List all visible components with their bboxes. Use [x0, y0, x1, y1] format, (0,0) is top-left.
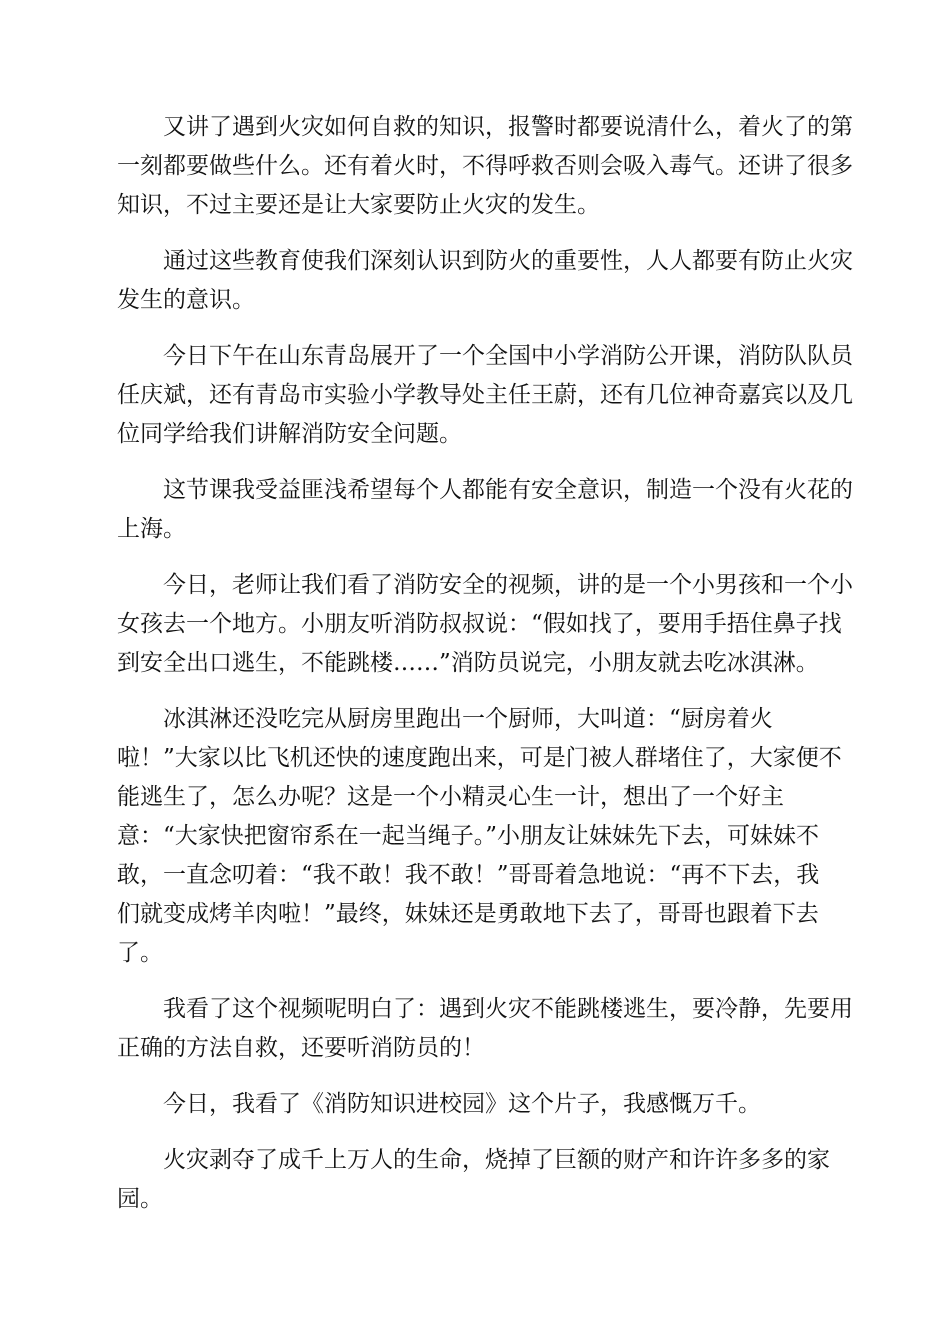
paragraph-7 — [117, 990, 853, 1068]
text-line: 们就变成烤羊肉啦！”最终，妹妹还是勇敢地下去了，哥哥也跟着下去 — [117, 901, 819, 927]
paragraph-2 — [117, 242, 853, 320]
text-line: 冰淇淋还没吃完从厨房里跑出一个厨师，大叫道：“厨房着火 — [163, 706, 773, 732]
document-body — [117, 108, 853, 1236]
text-line: 今日下午在山东青岛展开了一个全国中小学消防公开课，消防队队员 — [163, 343, 853, 369]
text-line: 正确的方法自救，还要听消防员的！ — [117, 1035, 485, 1061]
text-line: 能逃生了，怎么办呢？这是一个小精灵心生一计，想出了一个好主 — [117, 784, 784, 810]
text-line: 啦！”大家以比飞机还快的速度跑出来，可是门被人群堵住了，大家便不 — [117, 745, 842, 771]
text-line: 知识，不过主要还是让大家要防止火灾的发生。 — [117, 192, 600, 218]
text-line: 女孩去一个地方。小朋友听消防叔叔说：“假如找了，要用手捂住鼻子找 — [117, 611, 842, 637]
paragraph-1 — [117, 108, 853, 225]
text-line: 通过这些教育使我们深刻认识到防火的重要性，人人都要有防止火灾 — [163, 248, 853, 274]
text-line: 到安全出口逃生，不能跳楼……”消防员说完，小朋友就去吃冰淇淋。 — [117, 650, 819, 676]
text-line: 上海。 — [117, 516, 186, 542]
paragraph-8 — [117, 1085, 833, 1124]
text-line: 意：“大家快把窗帘系在一起当绳子。”小朋友让妹妹先下去，可妹妹不 — [117, 823, 820, 849]
text-line: 园。 — [117, 1186, 163, 1212]
text-line: 敢，一直念叨着：“我不敢！我不敢！”哥哥着急地说：“再不下去，我 — [117, 862, 820, 888]
paragraph-6 — [117, 700, 842, 973]
paragraph-3 — [117, 337, 853, 454]
text-line: 我看了这个视频呢明白了：遇到火灾不能跳楼逃生，要冷静，先要用 — [163, 996, 853, 1022]
text-line: 这节课我受益匪浅希望每个人都能有安全意识，制造一个没有火花的 — [163, 477, 853, 503]
paragraph-5 — [117, 566, 853, 683]
text-line: 一刻都要做些什么。还有着火时，不得呼救否则会吸入毒气。还讲了很多 — [117, 153, 853, 179]
text-line: 火灾剥夺了成千上万人的生命，烧掉了巨额的财产和许许多多的家 — [163, 1147, 830, 1173]
paragraph-4 — [117, 471, 853, 549]
text-line: 任庆斌，还有青岛市实验小学教导处主任王蔚，还有几位神奇嘉宾以及几 — [117, 382, 853, 408]
text-line: 了。 — [117, 940, 163, 966]
text-line: 又讲了遇到火灾如何自救的知识，报警时都要说清什么，着火了的第 — [163, 114, 853, 140]
text-line: 发生的意识。 — [117, 287, 255, 313]
text-line: 今日，我看了《消防知识进校园》这个片子，我感慨万千。 — [163, 1091, 761, 1117]
text-line: 今日，老师让我们看了消防安全的视频，讲的是一个小男孩和一个小 — [163, 572, 853, 598]
paragraph-9 — [117, 1141, 833, 1219]
text-line: 位同学给我们讲解消防安全问题。 — [117, 421, 462, 447]
